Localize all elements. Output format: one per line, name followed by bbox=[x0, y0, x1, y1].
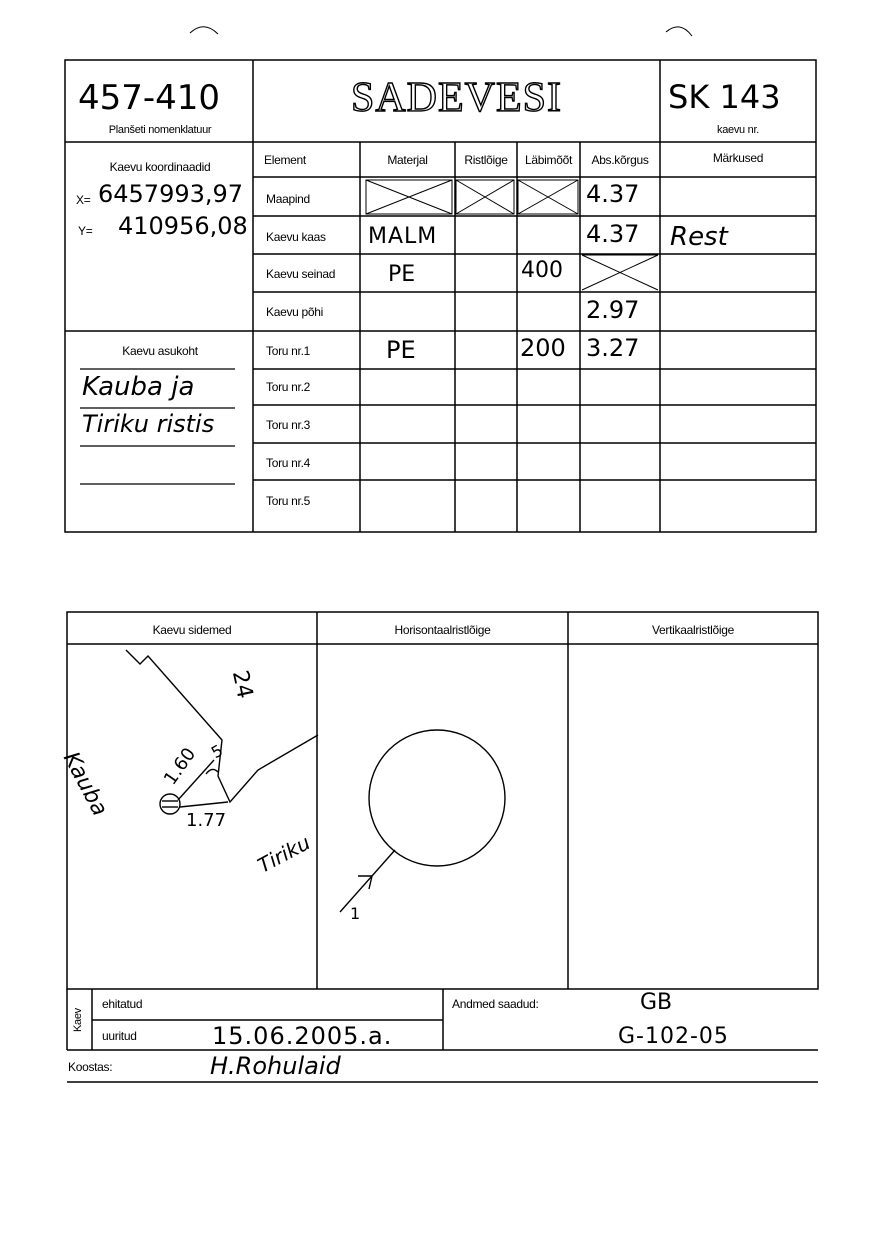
header-cross-section: Ristlõige bbox=[464, 153, 508, 167]
surveyed-label: uuritud bbox=[102, 1029, 137, 1043]
location-label: Kaevu asukoht bbox=[122, 344, 198, 358]
x-prefix: X= bbox=[76, 193, 91, 207]
cell-material: MALM bbox=[368, 224, 438, 249]
side-label: Kaev bbox=[72, 1008, 84, 1032]
sheet-label: Planšeti nomenklatuur bbox=[108, 124, 212, 136]
sketch-street-label: Tiriku bbox=[253, 830, 315, 878]
cell-diameter: 200 bbox=[520, 334, 566, 362]
data-source-value: GB bbox=[640, 990, 673, 1015]
header-notes: Märkused bbox=[712, 151, 764, 165]
author-label: Koostas: bbox=[68, 1060, 113, 1074]
cell-abs-height: 2.97 bbox=[586, 296, 640, 324]
table-row-element: Kaevu seinad bbox=[266, 267, 336, 281]
sketch-distance: 1.77 bbox=[186, 810, 227, 831]
table-row-element: Kaevu põhi bbox=[266, 305, 324, 319]
sketch-distance: 1.60 bbox=[159, 744, 201, 789]
header-diameter: Läbimõõt bbox=[525, 153, 572, 167]
location-line2: Tiriku ristis bbox=[82, 410, 215, 438]
sketch-distance: 5 bbox=[207, 740, 227, 763]
table-row-element: Toru nr.1 bbox=[266, 344, 310, 358]
header-abs-height: Abs.kõrgus bbox=[591, 153, 649, 167]
sheet-number: 457-410 bbox=[78, 78, 221, 118]
cell-abs-height: 3.27 bbox=[586, 334, 640, 362]
location-line1: Kauba ja bbox=[82, 372, 195, 402]
table-row-element: Toru nr.4 bbox=[266, 456, 310, 470]
surveyed-date: 15.06.2005.a. bbox=[212, 1022, 393, 1050]
table-row-element: Maapind bbox=[266, 192, 310, 206]
sketch-street-label: Kauba bbox=[57, 748, 113, 821]
data-source-label: Andmed saadud: bbox=[452, 997, 539, 1011]
well-number: SK 143 bbox=[668, 78, 781, 116]
cell-notes: Rest bbox=[670, 222, 728, 252]
section-vertical-header: Vertikaalristlõige bbox=[652, 623, 734, 637]
header-element: Element bbox=[264, 153, 306, 167]
section-horizontal-header: Horisontaalristlõige bbox=[394, 623, 491, 637]
x-coordinate: 6457993,97 bbox=[98, 180, 244, 208]
data-source-reference: G-102-05 bbox=[618, 1024, 729, 1049]
header-material: Materjal bbox=[387, 153, 428, 167]
table-row-element: Toru nr.2 bbox=[266, 380, 310, 394]
pipe-label: 1 bbox=[350, 904, 361, 923]
cell-abs-height: 4.37 bbox=[586, 220, 640, 248]
sketch-house-number: 24 bbox=[226, 668, 258, 701]
cell-diameter: 400 bbox=[521, 258, 563, 283]
table-row-element: Toru nr.3 bbox=[266, 418, 310, 432]
page-title: SADEVESI bbox=[350, 75, 562, 121]
table-row-element: Kaevu kaas bbox=[266, 230, 326, 244]
cell-abs-height: 4.37 bbox=[586, 180, 640, 208]
well-label: kaevu nr. bbox=[717, 124, 759, 136]
section-links-header: Kaevu sidemed bbox=[152, 623, 232, 637]
y-prefix: Y= bbox=[78, 224, 93, 238]
coords-label: Kaevu koordinaadid bbox=[109, 160, 211, 174]
y-coordinate: 410956,08 bbox=[118, 212, 248, 240]
cell-material: PE bbox=[386, 336, 416, 364]
built-label: ehitatud bbox=[102, 997, 143, 1011]
cell-material: PE bbox=[388, 262, 416, 287]
author-name: H.Rohulaid bbox=[210, 1052, 341, 1080]
table-row-element: Toru nr.5 bbox=[266, 494, 310, 508]
